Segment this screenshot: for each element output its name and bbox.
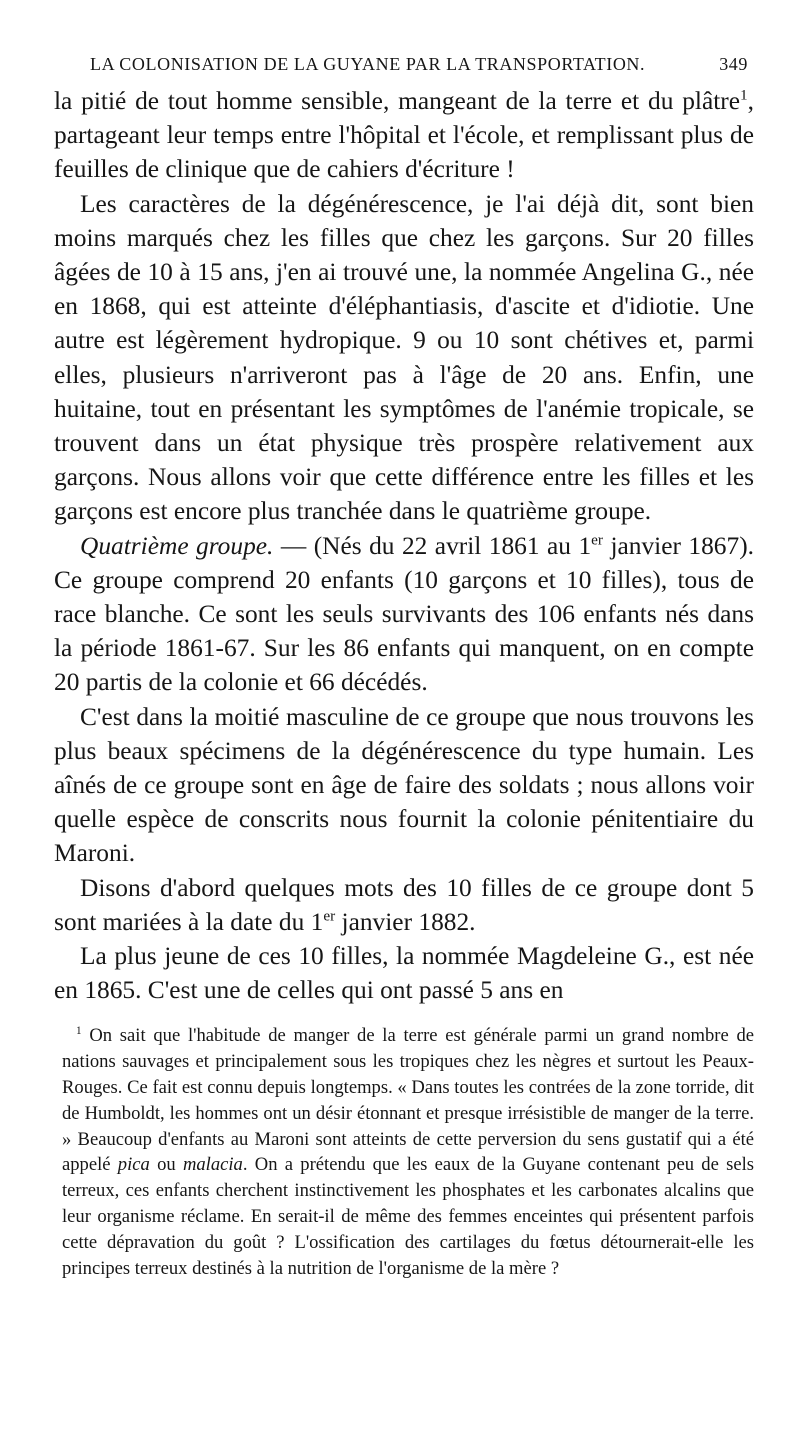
running-title: LA COLONISATION DE LA GUYANE PAR LA TRANSPORTATION.	[90, 54, 646, 74]
paragraph-continuation: la pitié de tout homme sensible, mangeant de la terre et du plâtre$^1$, partageant leur temps entre l'hôpital et l'école, et remplissant plus de feuilles de clinique que de cahiers d'écriture !	[54, 86, 754, 184]
ordinal-superscript: er	[323, 907, 336, 925]
footnote-reference: 1	[740, 86, 748, 104]
body-text	[54, 84, 754, 1007]
paragraph-quatrieme-groupe: Quatrième groupe. — (Nés du 22 avril 1861 au 1er janvier 1867). Ce groupe comprend 20 enfants (10 garçons et 10 filles), tous de race blanche. Ce sont les seuls survivants des 106 enfants nés dans la période 1861-67. Sur les 86 enfants qui manquent, on en compte 20 partis de la colonie et 66 décédés.	[54, 531, 754, 697]
footnote: $^1$ On sait que l'habitude de manger de la terre est générale parmi un grand nombre de nations sauvages et principalement sous les tropiques chez les nègres et surtout les Peaux-Rouges. Ce fait est connu depuis longtemps. « Dans toutes les contrées de la zone torride, dit de Humboldt, les hommes ont un désir étonnant et presque irrésistible de manger de la terre. » Beaucoup d'enfants au Maroni sont atteints de cette perversion du sens gustatif qui a été appelé pica ou malacia. On a prétendu que les eaux de la Guyane contenant peu de sels terreux, ces enfants cherchent instinctivement les phosphates et les carbonates alcalins que leur organisme réclame. En serait-il de même des femmes enceintes qui présentent parfois cette dépravation du goût ? L'ossification des cartilages du fœtus détournerait-elle les principes terreux destinés à la nutrition de l'organisme de la mère ?	[62, 1025, 754, 1279]
paragraph-magdeleine: La plus jeune de ces 10 filles, la nommée Magdeleine G., est née en 1865. C'est une de celles qui ont passé 5 ans en	[54, 942, 754, 1005]
running-header	[54, 52, 754, 76]
footnote-marker: 1	[76, 1025, 82, 1038]
section-label: Quatrième groupe.	[80, 531, 274, 560]
footnotes	[54, 1023, 754, 1281]
paragraph-dix-filles: Disons d'abord quelques mots des 10 filles de ce groupe dont 5 sont mariées à la date du 1er janvier 1882.	[54, 873, 754, 936]
page-number: 349	[719, 54, 748, 74]
paragraph-degenerescence: Les caractères de la dégénérescence, je l'ai déjà dit, sont bien moins marqués chez les filles que chez les garçons. Sur 20 filles âgées de 10 à 15 ans, j'en ai trouvé une, la nommée Angelina G., née en 1868, qui est atteinte d'éléphantiasis, d'ascite et d'idiotie. Une autre est légèrement hydropique. 9 ou 10 sont chétives et, parmi elles, plusieurs n'arriveront pas à l'âge de 20 ans. Enfin, une huitaine, tout en présentant les symptômes de l'anémie tropicale, se trouvent dans un état physique très prospère relativement aux garçons. Nous allons voir que cette différence entre les filles et les garçons est encore plus tranchée dans le quatrième groupe.	[54, 189, 754, 526]
ordinal-superscript: er	[591, 531, 603, 549]
paragraph-moitie-masculine: C'est dans la moitié masculine de ce groupe que nous trouvons les plus beaux spécimens de la dégénérescence du type humain. Les aînés de ce groupe sont en âge de faire des soldats ; nous allons voir quelle espèce de conscrits nous fournit la colonie pénitentiaire du Maroni.	[54, 702, 754, 868]
footnote-term: pica	[117, 1154, 150, 1176]
footnote-term: malacia	[182, 1154, 243, 1176]
